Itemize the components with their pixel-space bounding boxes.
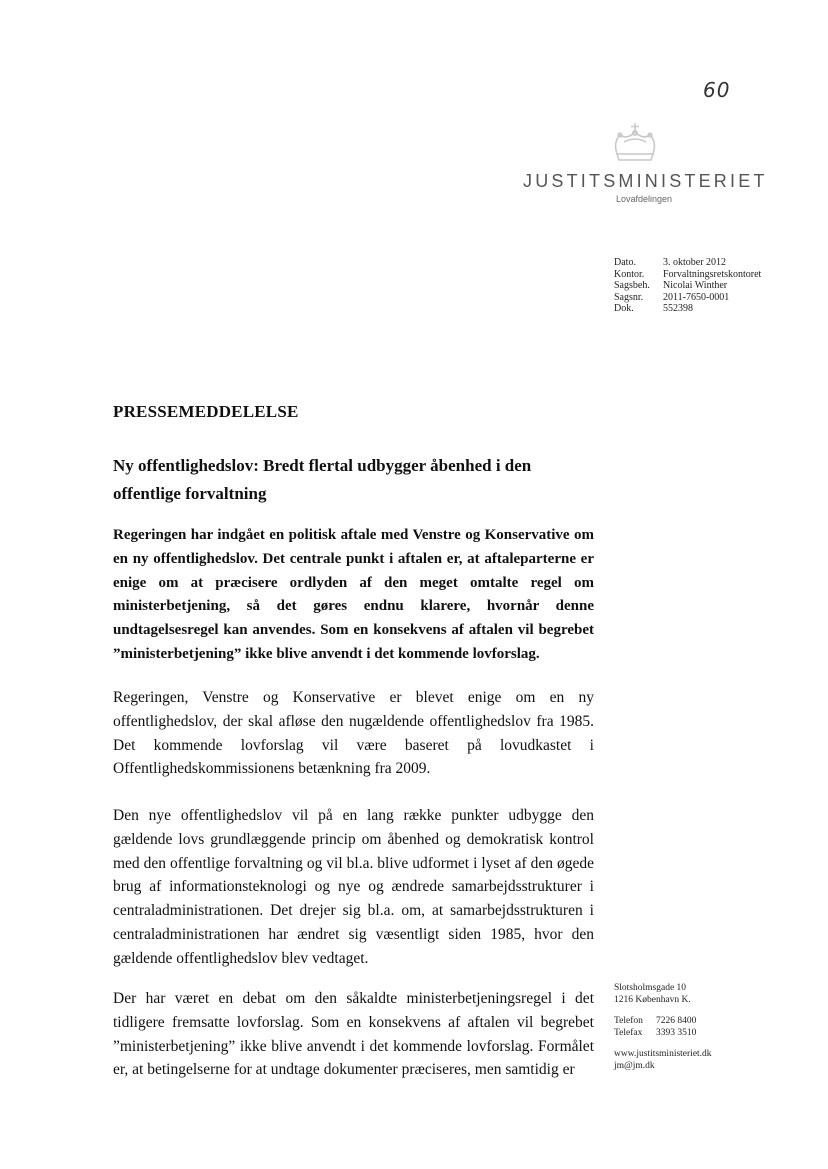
meta-row-office [614,269,761,281]
contact-block [614,983,712,1072]
lead-paragraph: Regeringen har indgået en politisk aftale med Venstre og Konservative om en ny offentlighedslov. Det centrale punkt i aftalen er, at aftaleparterne er enige om at præcisere ordlyden af den meget omtalte regel om ministerbetjening, så det gøres endnu klarere, hvornår denne undtagelsesregel kan anvendes. Som en konsekvens af aftalen vil begrebet ”ministerbetjening” ikke blive anvendt i det kommende lovforslag. [113,527,594,662]
address-line: 1216 København K. [614,994,691,1005]
body-paragraph: Den nye offentlighedslov vil på en lang række punkter udbygge den gældende lovs grundlæggende princip om åbenhed og demokratisk kontrol med den offentlige forvaltning og vil bl.a. blive udformet i lyset af den øgede brug af informationsteknologi og nye og ændrede samarbejdsstrukturer i centraladministrationen. Det drejer sig bl.a. om, at samarbejdsstrukturen i centraladministrationen har ændret sig væsentligt siden 1985, hvor den gældende offentlighedslov blev vedtaget. [113,807,594,967]
meta-row-case-number [614,292,761,304]
meta-label: Dok. [614,303,634,314]
fax-label: Telefax [614,1027,643,1038]
document-type-heading: PRESSEMEDDELELSE [113,402,299,421]
department-name: Lovafdelingen [616,194,673,204]
fax-number: 3393 3510 [656,1027,697,1038]
body-paragraph: Regeringen, Venstre og Konservative er blevet enige om en ny offentlighedslov, der skal afløse den nugældende offentlighedslov fra 1985. Det kommende lovforslag vil være baseret på lovudkastet i Offentlighedskommissionens betænkning fra 2009. [113,689,594,778]
phone-row [614,1016,712,1028]
crown-icon [610,118,660,168]
ministry-name: JUSTITSMINISTERIET [523,171,768,191]
address-line: Slotsholmsgade 10 [614,983,687,993]
phone-number: 7226 8400 [656,1016,697,1026]
body-paragraph: Der har været en debat om den såkaldte ministerbetjeningsregel i det tidligere fremsatte lovforslag. Som en konsekvens af aftalen vil begrebet ”ministerbetjening” ikke blive anvendt i det kommende lovforslag. Formålet er, at betingelserne for at undtage dokumenter præciseres, men samtidig er [113,990,594,1079]
handwritten-page-number: 60 [703,78,731,102]
meta-value: 3. oktober 2012 [663,257,727,268]
meta-row-document [614,303,761,315]
phone-label: Telefon [614,1016,643,1026]
meta-label: Sagsbeh. [614,280,650,291]
meta-value: 2011-7650-0001 [663,291,730,303]
meta-row-date [614,257,761,269]
meta-label: Kontor. [614,268,645,280]
meta-label: Sagsnr. [614,291,644,303]
case-metadata [614,257,761,315]
meta-value: Forvaltningsretskontoret [663,268,762,280]
meta-row-handler [614,280,761,292]
fax-row [614,1028,712,1040]
press-release-headline: Ny offentlighedslov: Bredt flertal udbygger åbenhed i den offentlige forvaltning [113,456,532,503]
meta-value: Nicolai Winther [663,280,728,291]
meta-label: Dato. [614,257,636,268]
meta-value: 552398 [663,303,693,314]
website-link[interactable]: www.justitsministeriet.dk [614,1049,712,1059]
email-link[interactable]: jm@jm.dk [614,1060,655,1071]
